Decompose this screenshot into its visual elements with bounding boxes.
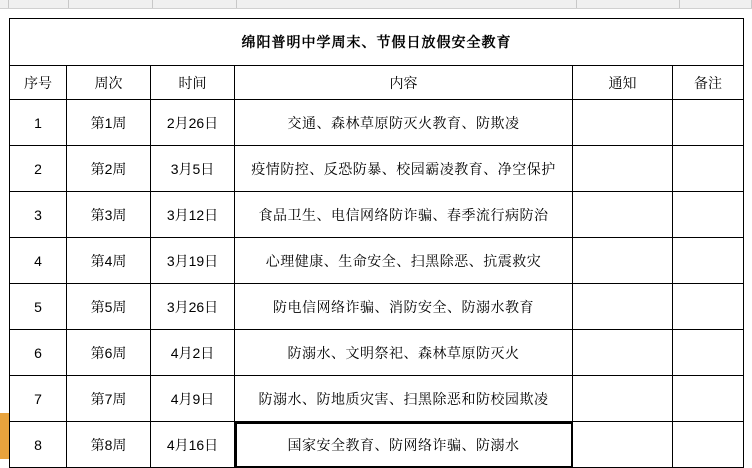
column-header-cell[interactable] [237, 0, 577, 8]
cell-notice[interactable] [573, 100, 673, 146]
cell-remark[interactable] [673, 146, 744, 192]
cell-content[interactable]: 食品卫生、电信网络防诈骗、春季流行病防治 [235, 192, 573, 238]
spreadsheet-column-headers[interactable] [0, 0, 752, 9]
table-row[interactable] [10, 192, 744, 238]
cell-week[interactable]: 第4周 [67, 238, 151, 284]
cell-notice[interactable] [573, 238, 673, 284]
cell-week[interactable]: 第6周 [67, 330, 151, 376]
cell-date[interactable]: 3月12日 [151, 192, 235, 238]
column-header-remark: 备注 [673, 66, 744, 100]
column-header-notice: 通知 [573, 66, 673, 100]
safety-education-table [9, 18, 744, 468]
cell-content[interactable]: 疫情防控、反恐防暴、校园霸凌教育、净空保护 [235, 146, 573, 192]
cell-content[interactable]: 交通、森林草原防灭火教育、防欺凌 [235, 100, 573, 146]
cell-notice[interactable] [573, 422, 673, 468]
table-row[interactable] [10, 284, 744, 330]
cell-week[interactable]: 第3周 [67, 192, 151, 238]
cell-notice[interactable] [573, 284, 673, 330]
cell-remark[interactable] [673, 192, 744, 238]
column-header-cell[interactable] [9, 0, 69, 8]
cell-no[interactable]: 3 [10, 192, 67, 238]
table-row[interactable] [10, 100, 744, 146]
cell-remark[interactable] [673, 284, 744, 330]
cell-no[interactable]: 6 [10, 330, 67, 376]
column-header-cell[interactable] [69, 0, 153, 8]
cell-content[interactable]: 心理健康、生命安全、扫黑除恶、抗震救灾 [235, 238, 573, 284]
cell-remark[interactable] [673, 100, 744, 146]
cell-no[interactable]: 5 [10, 284, 67, 330]
cell-no[interactable]: 8 [10, 422, 67, 468]
column-header-cell[interactable] [680, 0, 752, 8]
row-header-strip[interactable] [0, 9, 9, 460]
cell-week[interactable]: 第8周 [67, 422, 151, 468]
cell-remark[interactable] [673, 238, 744, 284]
cell-notice[interactable] [573, 146, 673, 192]
table-header-row [10, 66, 744, 100]
cell-content[interactable]: 防溺水、文明祭祀、森林草原防灭火 [235, 330, 573, 376]
cell-notice[interactable] [573, 376, 673, 422]
cell-date[interactable]: 4月16日 [151, 422, 235, 468]
column-header-content: 内容 [235, 66, 573, 100]
cell-date[interactable]: 4月9日 [151, 376, 235, 422]
cell-content[interactable]: 防电信网络诈骗、消防安全、防溺水教育 [235, 284, 573, 330]
column-header-date: 时间 [151, 66, 235, 100]
cell-week[interactable]: 第1周 [67, 100, 151, 146]
table-row[interactable] [10, 330, 744, 376]
cell-no[interactable]: 1 [10, 100, 67, 146]
table-row[interactable] [10, 238, 744, 284]
cell-date[interactable]: 3月26日 [151, 284, 235, 330]
cell-remark[interactable] [673, 422, 744, 468]
column-header-week: 周次 [67, 66, 151, 100]
table-row[interactable] [10, 146, 744, 192]
cell-no[interactable]: 7 [10, 376, 67, 422]
cell-content-active[interactable]: 国家安全教育、防网络诈骗、防溺水 [235, 422, 573, 468]
spreadsheet-sheet[interactable] [0, 9, 752, 460]
column-header-cell[interactable] [577, 0, 680, 8]
cell-notice[interactable] [573, 330, 673, 376]
column-header-index: 序号 [10, 66, 67, 100]
cell-no[interactable]: 2 [10, 146, 67, 192]
active-row-marker [0, 413, 9, 459]
table-row[interactable] [10, 422, 744, 468]
cell-date[interactable]: 3月19日 [151, 238, 235, 284]
cell-week[interactable]: 第5周 [67, 284, 151, 330]
table-row[interactable] [10, 376, 744, 422]
cell-content[interactable]: 防溺水、防地质灾害、扫黑除恶和防校园欺凌 [235, 376, 573, 422]
cell-date[interactable]: 3月5日 [151, 146, 235, 192]
cell-date[interactable]: 4月2日 [151, 330, 235, 376]
cell-notice[interactable] [573, 192, 673, 238]
cell-week[interactable]: 第2周 [67, 146, 151, 192]
cell-remark[interactable] [673, 330, 744, 376]
cell-date[interactable]: 2月26日 [151, 100, 235, 146]
page-title: 绵阳普明中学周末、节假日放假安全教育 [10, 19, 744, 66]
title-row [10, 19, 744, 66]
column-header-cell[interactable] [153, 0, 237, 8]
column-header-cell[interactable] [0, 0, 9, 8]
cell-remark[interactable] [673, 376, 744, 422]
cell-no[interactable]: 4 [10, 238, 67, 284]
cell-week[interactable]: 第7周 [67, 376, 151, 422]
